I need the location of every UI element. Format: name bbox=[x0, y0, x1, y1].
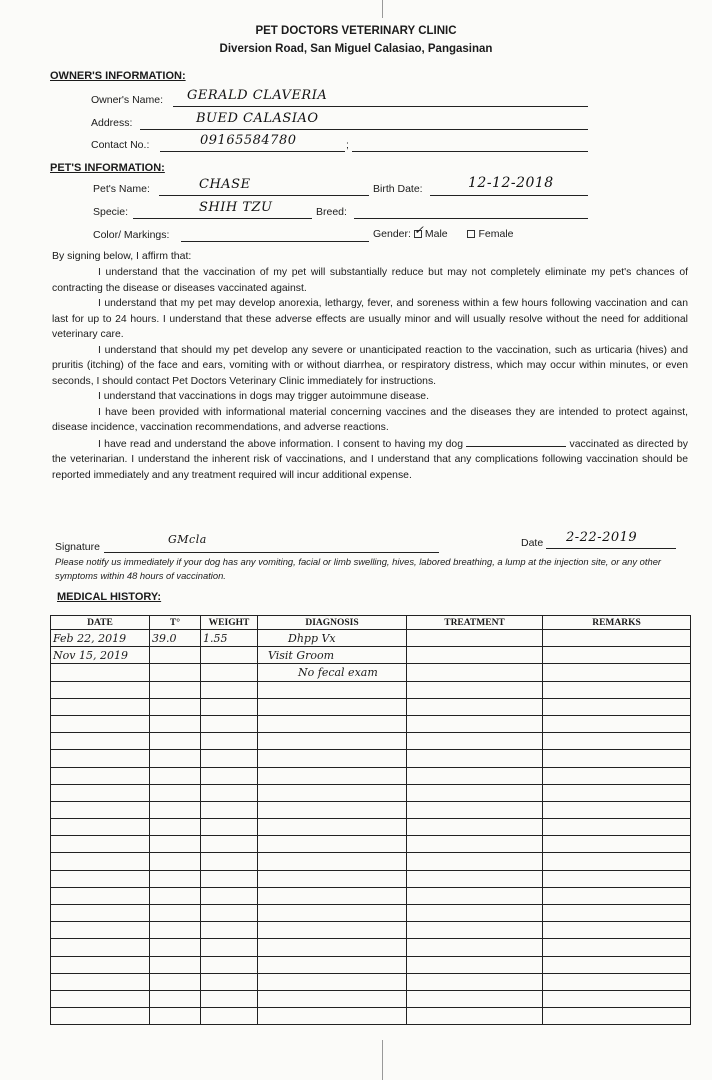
cell-diagnosis[interactable] bbox=[258, 887, 407, 904]
cell-weight[interactable] bbox=[201, 750, 258, 767]
cell-remarks[interactable] bbox=[543, 836, 691, 853]
cell-weight[interactable] bbox=[201, 819, 258, 836]
clinic-address: Diversion Road, San Miguel Calasiao, Pangasinan bbox=[219, 43, 493, 55]
consent-body bbox=[52, 265, 688, 483]
cell-treatment[interactable] bbox=[407, 1008, 543, 1025]
cell-weight[interactable] bbox=[201, 715, 258, 732]
cell-date[interactable] bbox=[51, 733, 150, 750]
specie-line bbox=[133, 218, 312, 219]
cell-diagnosis[interactable] bbox=[258, 819, 407, 836]
cell-date[interactable] bbox=[51, 767, 150, 784]
male-check-mark: ✓ bbox=[413, 223, 424, 238]
cell-remarks[interactable] bbox=[543, 750, 691, 767]
contact-line-2 bbox=[352, 151, 588, 152]
table-row bbox=[51, 698, 691, 715]
cell-diagnosis[interactable] bbox=[258, 956, 407, 973]
cell-remarks[interactable] bbox=[543, 681, 691, 698]
cell-treatment[interactable] bbox=[407, 956, 543, 973]
date-line bbox=[546, 548, 676, 549]
cell-treatment[interactable] bbox=[407, 664, 543, 681]
cell-diagnosis[interactable]: No fecal exam bbox=[258, 664, 407, 681]
cell-date[interactable] bbox=[51, 853, 150, 870]
table-header-row bbox=[51, 616, 691, 630]
cell-date[interactable] bbox=[51, 836, 150, 853]
cell-remarks[interactable] bbox=[543, 939, 691, 956]
column-header-treatment: TREATMENT bbox=[407, 616, 543, 630]
cell-diagnosis[interactable] bbox=[258, 698, 407, 715]
cell-diagnosis[interactable] bbox=[258, 973, 407, 990]
cell-diagnosis[interactable] bbox=[258, 905, 407, 922]
cell-weight[interactable] bbox=[201, 647, 258, 664]
cell-temperature[interactable] bbox=[150, 973, 201, 990]
signature-value[interactable]: GMcla bbox=[168, 533, 207, 546]
cell-remarks[interactable] bbox=[543, 870, 691, 887]
contact-value[interactable]: 09165584780 bbox=[200, 133, 297, 148]
cell-weight[interactable] bbox=[201, 939, 258, 956]
date-value[interactable]: 2-22-2019 bbox=[566, 530, 638, 545]
cell-date[interactable] bbox=[51, 1008, 150, 1025]
owner-section-title: OWNER'S INFORMATION: bbox=[50, 70, 186, 82]
cell-treatment[interactable] bbox=[407, 990, 543, 1007]
cell-treatment[interactable] bbox=[407, 973, 543, 990]
cell-treatment[interactable] bbox=[407, 647, 543, 664]
cell-weight[interactable] bbox=[201, 956, 258, 973]
cell-remarks[interactable] bbox=[543, 784, 691, 801]
table-row bbox=[51, 733, 691, 750]
gender-male-option[interactable] bbox=[413, 223, 448, 240]
cell-weight[interactable] bbox=[201, 870, 258, 887]
cell-treatment[interactable] bbox=[407, 750, 543, 767]
table-row bbox=[51, 956, 691, 973]
cell-temperature[interactable] bbox=[150, 733, 201, 750]
color-line bbox=[181, 241, 369, 242]
pet-name-value[interactable]: CHASE bbox=[199, 177, 251, 192]
cell-treatment[interactable] bbox=[407, 681, 543, 698]
cell-diagnosis[interactable] bbox=[258, 990, 407, 1007]
cell-diagnosis[interactable]: Visit Groom bbox=[258, 647, 407, 664]
cell-weight[interactable] bbox=[201, 973, 258, 990]
table-row bbox=[51, 836, 691, 853]
cell-date[interactable] bbox=[51, 750, 150, 767]
pet-name-line bbox=[159, 195, 369, 196]
cell-weight[interactable] bbox=[201, 836, 258, 853]
cell-treatment[interactable] bbox=[407, 630, 543, 647]
table-row bbox=[51, 1008, 691, 1025]
cell-remarks[interactable] bbox=[543, 1008, 691, 1025]
cell-remarks[interactable] bbox=[543, 733, 691, 750]
cell-remarks[interactable] bbox=[543, 664, 691, 681]
cell-remarks[interactable] bbox=[543, 887, 691, 904]
medical-history-table bbox=[50, 615, 691, 1025]
pet-name-label: Pet's Name: bbox=[93, 183, 150, 195]
cell-remarks[interactable] bbox=[543, 990, 691, 1007]
cell-diagnosis[interactable] bbox=[258, 715, 407, 732]
cell-weight[interactable] bbox=[201, 784, 258, 801]
cell-treatment[interactable] bbox=[407, 801, 543, 818]
cell-date[interactable] bbox=[51, 887, 150, 904]
cell-weight[interactable] bbox=[201, 905, 258, 922]
cell-temperature[interactable] bbox=[150, 870, 201, 887]
cell-date[interactable]: Feb 22, 2019 bbox=[51, 630, 150, 647]
cell-date[interactable] bbox=[51, 784, 150, 801]
cell-weight[interactable] bbox=[201, 1008, 258, 1025]
cell-temperature[interactable] bbox=[150, 836, 201, 853]
cell-temperature[interactable] bbox=[150, 715, 201, 732]
cell-temperature[interactable] bbox=[150, 922, 201, 939]
table-row bbox=[51, 819, 691, 836]
cell-date[interactable]: Nov 15, 2019 bbox=[51, 647, 150, 664]
table-row bbox=[51, 905, 691, 922]
cell-diagnosis[interactable] bbox=[258, 750, 407, 767]
cell-weight[interactable] bbox=[201, 922, 258, 939]
cell-remarks[interactable] bbox=[543, 647, 691, 664]
cell-date[interactable] bbox=[51, 956, 150, 973]
consent-paragraph-5: I have been provided with informational material concerning vaccines and the diseases they are intended to protect against, disease incidence, vaccination recommendations, and adverse reactions. bbox=[52, 406, 688, 433]
breed-line bbox=[354, 218, 588, 219]
cell-date[interactable] bbox=[51, 715, 150, 732]
cell-diagnosis[interactable] bbox=[258, 681, 407, 698]
cell-temperature[interactable] bbox=[150, 801, 201, 818]
table-row bbox=[51, 681, 691, 698]
medical-history-rows bbox=[51, 630, 691, 1025]
owner-name-label: Owner's Name: bbox=[91, 94, 164, 106]
column-header-date: DATE bbox=[51, 616, 150, 630]
cell-date[interactable] bbox=[51, 664, 150, 681]
cell-treatment[interactable] bbox=[407, 853, 543, 870]
cell-weight[interactable] bbox=[201, 698, 258, 715]
contact-label: Contact No.: bbox=[91, 139, 150, 151]
female-checkbox[interactable] bbox=[467, 230, 475, 238]
cell-treatment[interactable] bbox=[407, 733, 543, 750]
gender-female-option[interactable] bbox=[467, 228, 513, 240]
consent-p6-vaccinated: vaccinated bbox=[569, 438, 620, 450]
gender-field bbox=[373, 223, 514, 240]
contact-line bbox=[160, 151, 345, 152]
cell-remarks[interactable] bbox=[543, 698, 691, 715]
table-row bbox=[51, 801, 691, 818]
female-label: Female bbox=[478, 228, 514, 240]
cell-weight[interactable] bbox=[201, 990, 258, 1007]
notification-note: Please notify us immediately if your dog has any vomiting, facial or limb swelling, hives, labored breathing, a lump at the injection site, or any other symptoms within 48 hours of vaccination. bbox=[55, 556, 662, 581]
pet-section-title: PET'S INFORMATION: bbox=[50, 162, 165, 174]
cell-date[interactable] bbox=[51, 870, 150, 887]
contact-separator: ; bbox=[346, 139, 349, 151]
specie-label: Specie: bbox=[93, 206, 129, 218]
table-row bbox=[51, 870, 691, 887]
cell-treatment[interactable] bbox=[407, 922, 543, 939]
cell-diagnosis[interactable] bbox=[258, 801, 407, 818]
color-label: Color/ Markings: bbox=[93, 229, 170, 241]
cell-temperature[interactable] bbox=[150, 990, 201, 1007]
cell-diagnosis[interactable] bbox=[258, 870, 407, 887]
cell-treatment[interactable] bbox=[407, 905, 543, 922]
clinic-name: PET DOCTORS VETERINARY CLINIC bbox=[255, 25, 457, 37]
table-row bbox=[51, 939, 691, 956]
cell-diagnosis[interactable] bbox=[258, 767, 407, 784]
cell-treatment[interactable] bbox=[407, 887, 543, 904]
column-header-weight: WEIGHT bbox=[201, 616, 258, 630]
dog-name-blank[interactable] bbox=[466, 436, 566, 447]
column-header-remarks: REMARKS bbox=[543, 616, 691, 630]
consent-paragraph-4: I understand that vaccinations in dogs may trigger autoimmune disease. bbox=[98, 391, 429, 402]
table-row bbox=[51, 784, 691, 801]
cell-temperature[interactable] bbox=[150, 698, 201, 715]
cell-temperature[interactable] bbox=[150, 767, 201, 784]
cell-remarks[interactable] bbox=[543, 819, 691, 836]
cell-date[interactable] bbox=[51, 681, 150, 698]
column-header-diagnosis: DIAGNOSIS bbox=[258, 616, 407, 630]
cell-weight[interactable] bbox=[201, 767, 258, 784]
signature-label: Signature bbox=[55, 541, 100, 553]
cell-weight[interactable] bbox=[201, 853, 258, 870]
cell-date[interactable] bbox=[51, 819, 150, 836]
cell-diagnosis[interactable]: Dhpp Vx bbox=[258, 630, 407, 647]
cell-treatment[interactable] bbox=[407, 819, 543, 836]
breed-label: Breed: bbox=[316, 206, 347, 218]
cell-temperature[interactable]: 39.0 bbox=[150, 630, 201, 647]
cell-diagnosis[interactable] bbox=[258, 853, 407, 870]
cell-temperature[interactable] bbox=[150, 853, 201, 870]
cell-remarks[interactable] bbox=[543, 630, 691, 647]
cell-remarks[interactable] bbox=[543, 922, 691, 939]
medical-history-title: MEDICAL HISTORY: bbox=[57, 591, 162, 603]
consent-paragraph-6 bbox=[52, 436, 688, 484]
owner-name-line bbox=[173, 106, 588, 107]
cell-temperature[interactable] bbox=[150, 750, 201, 767]
table-row bbox=[51, 767, 691, 784]
cell-temperature[interactable] bbox=[150, 819, 201, 836]
cell-temperature[interactable] bbox=[150, 939, 201, 956]
table-row bbox=[51, 647, 691, 664]
cell-remarks[interactable] bbox=[543, 973, 691, 990]
cell-date[interactable] bbox=[51, 905, 150, 922]
cell-treatment[interactable] bbox=[407, 698, 543, 715]
cell-date[interactable] bbox=[51, 801, 150, 818]
cell-treatment[interactable] bbox=[407, 836, 543, 853]
owner-name-value[interactable]: GERALD CLAVERIA bbox=[187, 88, 328, 103]
cell-remarks[interactable] bbox=[543, 767, 691, 784]
table-row bbox=[51, 853, 691, 870]
consent-paragraph-2: I understand that my pet may develop anorexia, lethargy, fever, and soreness within a few hours following vaccination and can last for up to 24 hours. I understand that these adverse effects are usually minor and will usually resolve without the need for additional veterinary care. bbox=[52, 298, 688, 340]
address-label: Address: bbox=[91, 117, 133, 129]
cell-date[interactable] bbox=[51, 698, 150, 715]
cell-temperature[interactable] bbox=[150, 956, 201, 973]
signature-line bbox=[104, 552, 439, 553]
cell-temperature[interactable] bbox=[150, 905, 201, 922]
cell-date[interactable] bbox=[51, 922, 150, 939]
consent-p6-end: as directed by the veterinarian. I understand the inherent risk of vaccinations, and I understand that any complications following vaccination should be reported immediately and any treatment required will incur additional expense. bbox=[52, 438, 688, 481]
cell-remarks[interactable] bbox=[543, 801, 691, 818]
date-label: Date bbox=[521, 537, 544, 549]
cell-date[interactable] bbox=[51, 939, 150, 956]
cell-treatment[interactable] bbox=[407, 939, 543, 956]
cell-date[interactable] bbox=[51, 973, 150, 990]
cell-temperature[interactable] bbox=[150, 664, 201, 681]
cell-treatment[interactable] bbox=[407, 715, 543, 732]
table-row bbox=[51, 664, 691, 681]
cell-treatment[interactable] bbox=[407, 767, 543, 784]
table-row bbox=[51, 887, 691, 904]
cell-treatment[interactable] bbox=[407, 784, 543, 801]
table-row bbox=[51, 973, 691, 990]
scan-artifact-top bbox=[382, 0, 383, 18]
cell-diagnosis[interactable] bbox=[258, 733, 407, 750]
address-value[interactable]: BUED CALASIAO bbox=[196, 111, 319, 126]
cell-treatment[interactable] bbox=[407, 870, 543, 887]
gender-label: Gender: bbox=[373, 228, 411, 240]
cell-temperature[interactable] bbox=[150, 647, 201, 664]
address-line bbox=[140, 129, 588, 130]
cell-remarks[interactable] bbox=[543, 956, 691, 973]
cell-remarks[interactable] bbox=[543, 905, 691, 922]
consent-paragraph-1: I understand that the vaccination of my pet will substantially reduce but may not completely eliminate my pet's chances of contracting the disease or diseases vaccinated against. bbox=[52, 267, 688, 294]
table-row bbox=[51, 750, 691, 767]
cell-temperature[interactable] bbox=[150, 784, 201, 801]
birth-date-line bbox=[430, 195, 588, 196]
cell-temperature[interactable] bbox=[150, 1008, 201, 1025]
consent-p6-start: I have read and understand the above information. I consent to having my dog bbox=[98, 438, 463, 450]
cell-weight[interactable] bbox=[201, 681, 258, 698]
cell-weight[interactable] bbox=[201, 733, 258, 750]
cell-temperature[interactable] bbox=[150, 681, 201, 698]
consent-paragraph-3: I understand that should my pet develop any severe or unanticipated reaction to the vaccination, such as urticaria (hives) and pruritis (itching) of the face and ears, vomiting with or without diarrhea, or respiratory distress, which may occur within minutes, or even seconds, I should contact Pet Doctors Veterinary Clinic immediately for instructions. bbox=[52, 344, 688, 387]
column-header-temperature: T° bbox=[150, 616, 201, 630]
male-label: Male bbox=[424, 228, 448, 240]
birth-date-label: Birth Date: bbox=[373, 183, 423, 195]
consent-intro: By signing below, I affirm that: bbox=[52, 250, 192, 262]
cell-date[interactable] bbox=[51, 990, 150, 1007]
cell-diagnosis[interactable] bbox=[258, 784, 407, 801]
cell-diagnosis[interactable] bbox=[258, 922, 407, 939]
cell-weight[interactable] bbox=[201, 801, 258, 818]
table-row bbox=[51, 922, 691, 939]
cell-diagnosis[interactable] bbox=[258, 836, 407, 853]
cell-temperature[interactable] bbox=[150, 887, 201, 904]
cell-remarks[interactable] bbox=[543, 853, 691, 870]
table-row bbox=[51, 630, 691, 647]
cell-weight[interactable] bbox=[201, 887, 258, 904]
table-row bbox=[51, 990, 691, 1007]
cell-diagnosis[interactable] bbox=[258, 1008, 407, 1025]
birth-date-value[interactable]: 12-12-2018 bbox=[468, 175, 554, 191]
cell-weight[interactable]: 1.55 bbox=[201, 630, 258, 647]
male-checkbox[interactable] bbox=[413, 223, 424, 238]
cell-diagnosis[interactable] bbox=[258, 939, 407, 956]
table-row bbox=[51, 715, 691, 732]
cell-remarks[interactable] bbox=[543, 715, 691, 732]
cell-weight[interactable] bbox=[201, 664, 258, 681]
specie-value[interactable]: SHIH TZU bbox=[199, 200, 273, 215]
scan-artifact-bottom bbox=[382, 1040, 383, 1080]
